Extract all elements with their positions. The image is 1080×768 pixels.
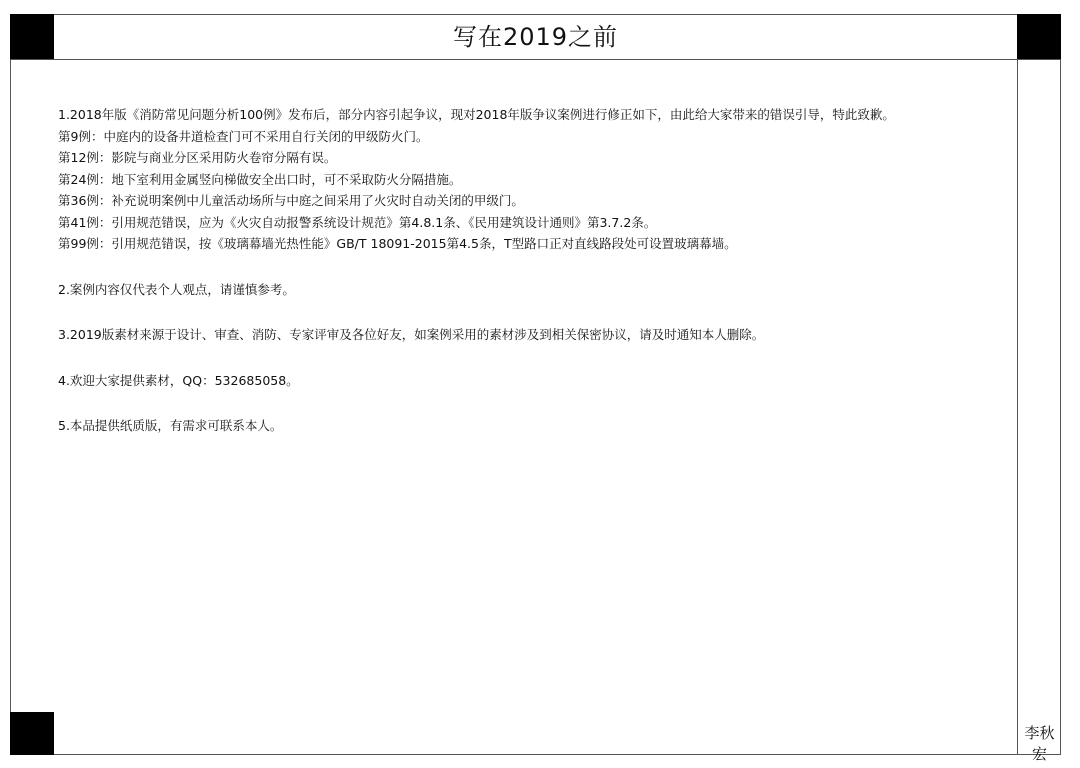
notice-body [58,104,1008,437]
title-bar [10,14,1061,60]
item-3: 3.2019版素材来源于设计、审查、消防、专家评审及各位好友，如案例采用的素材涉及到相关保密协议，请及时通知本人删除。 [58,327,765,342]
item-1-intro: 1.2018年版《消防常见问题分析100例》发布后，部分内容引起争议，现对2018年版争议案例进行修正如下，由此给大家带来的错误引导，特此致歉。 [58,107,895,122]
case-12: 第12例：影院与商业分区采用防火卷帘分隔有误。 [58,150,337,165]
corner-block-top-left [10,14,54,59]
corner-block-top-right [1017,14,1061,59]
item-2: 2.案例内容仅代表个人观点，请谨慎参考。 [58,281,295,297]
item-4: 4.欢迎大家提供素材，QQ：532685058。 [58,372,299,388]
page-title: 写在2019之前 [452,23,619,51]
corner-block-bottom-left [10,712,54,755]
case-36: 第36例：补充说明案例中儿童活动场所与中庭之间采用了火灾时自动关闭的甲级门。 [58,193,524,208]
item-5: 5.本品提供纸质版，有需求可联系本人。 [58,418,283,433]
right-margin-rule [1017,59,1018,755]
case-9: 第9例：中庭内的设备井道检查门可不采用自行关闭的甲级防火门。 [58,128,429,144]
case-99: 第99例：引用规范错误，按《玻璃幕墙光热性能》GB/T 18091-2015第4.5条，T型路口正对直线路段处可设置玻璃幕墙。 [58,236,737,251]
author-signature: 李秋宏 [1024,724,1055,763]
case-41: 第41例：引用规范错误，应为《火灾自动报警系统设计规范》第4.8.1条、《民用建筑设计通则》第3.7.2条。 [58,214,657,230]
case-24: 第24例：地下室利用金属竖向梯做安全出口时，可不采取防火分隔措施。 [58,171,462,187]
